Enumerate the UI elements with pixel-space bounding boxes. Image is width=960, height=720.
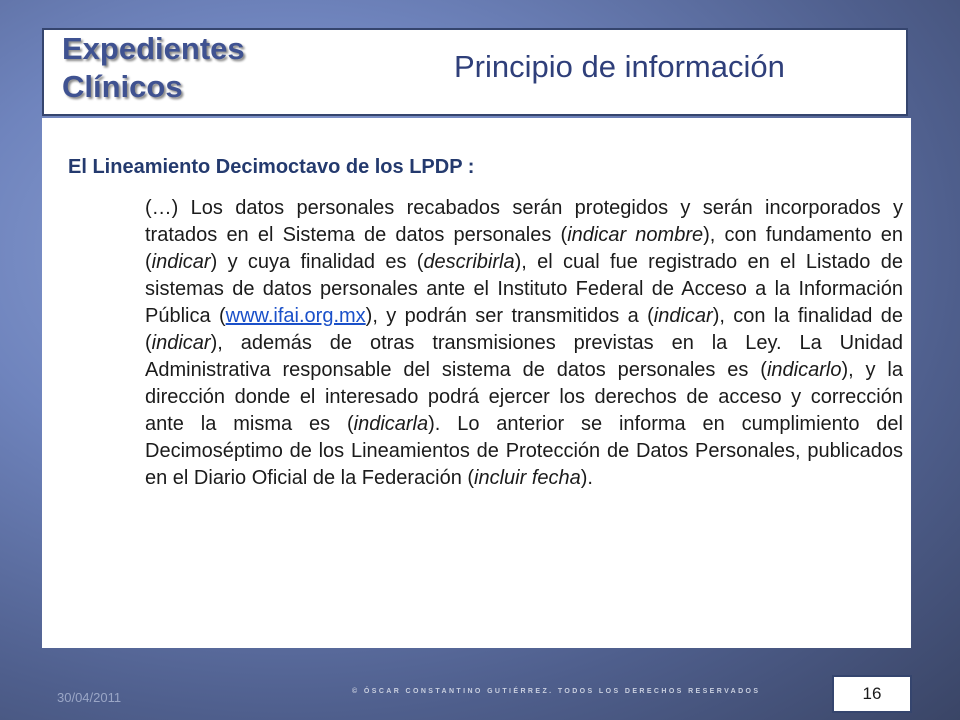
italic-placeholder: incluir fecha — [474, 467, 581, 489]
paragraph-text: ), con fundamento en ( — [145, 224, 903, 273]
italic-placeholder: indicarla — [353, 413, 429, 435]
paragraph-text: ), el cual fue registrado en el Listado de sistemas de datos personales ante el Instituto Federal de Acceso a la Información Pública ( — [145, 251, 903, 327]
italic-placeholder: indicar — [151, 251, 211, 273]
paragraph-text: ). Lo anterior se informa en cumplimiento del Decimoséptimo de los Lineamientos de Protección de Datos Personales, publicados en el Diario Oficial de la Federación ( — [145, 413, 903, 489]
content-panel — [42, 118, 911, 648]
italic-placeholder: indicar — [653, 305, 713, 327]
body-paragraph — [145, 195, 903, 492]
italic-placeholder: indicar — [151, 332, 211, 354]
title-bar — [42, 28, 908, 116]
ifai-link[interactable]: www.ifai.org.mx — [225, 305, 366, 327]
paragraph-text: ). — [580, 467, 593, 489]
italic-placeholder: indicarlo — [766, 359, 842, 381]
italic-placeholder: indicar nombre — [567, 224, 704, 246]
section-title — [62, 30, 245, 106]
italic-placeholder: describirla — [423, 251, 515, 273]
content-heading: El Lineamiento Decimoctavo de los LPDP : — [68, 156, 475, 178]
paragraph-text: (…) Los datos personales recabados serán protegidos y serán incorporados y tratados en el Sistema de datos personales ( — [145, 197, 903, 246]
paragraph-text: ), y podrán ser transmitidos a ( — [365, 305, 654, 327]
slide-subtitle: Principio de información — [454, 49, 785, 84]
paragraph-text: ) y cuya finalidad es ( — [210, 251, 424, 273]
section-title-line1: Expedientes — [62, 31, 245, 66]
footer-copyright: © ÓSCAR CONSTANTINO GUTIÉRREZ. TODOS LOS DERECHOS RESERVADOS — [352, 688, 761, 695]
section-title-line2: Clínicos — [62, 69, 183, 104]
paragraph-text: ), y la dirección donde el interesado podrá ejercer los derechos de acceso y corrección ante la misma es ( — [145, 359, 903, 435]
paragraph-text: ), con la finalidad de ( — [145, 305, 903, 354]
page-number: 16 — [832, 675, 912, 713]
paragraph-text: ), además de otras transmisiones previstas en la Ley. La Unidad Administrativa responsable del sistema de datos personales es ( — [145, 332, 903, 381]
footer-date: 30/04/2011 — [57, 690, 122, 705]
